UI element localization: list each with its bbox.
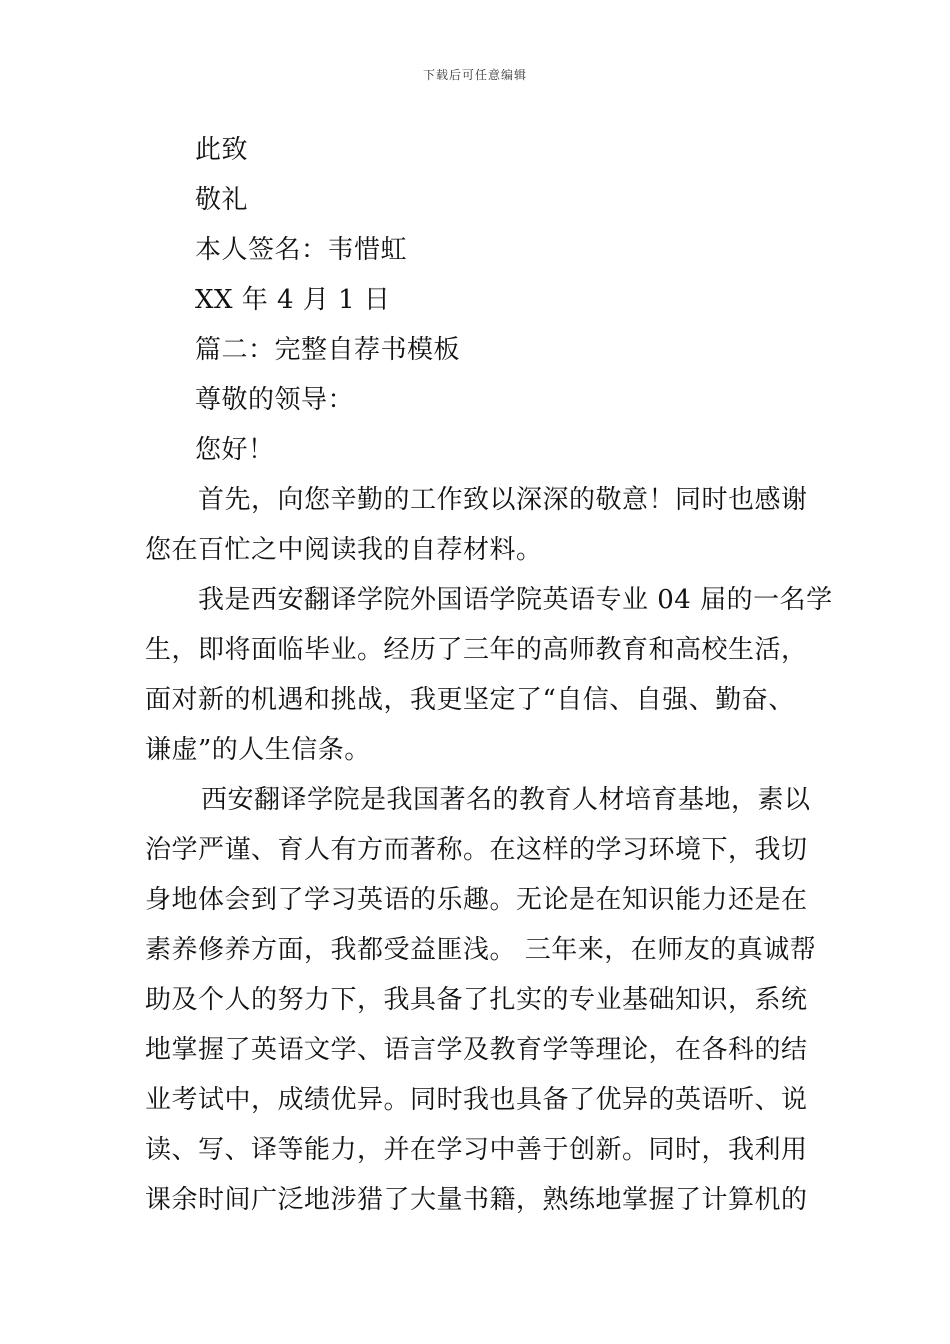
greeting-hello: 您好！ [195,435,275,465]
signature-line: 本人签名：韦惜虹 [195,235,408,265]
greeting-addressee: 尊敬的领导： [195,385,355,415]
date-line: XX 年 4 月 1 日 [195,285,391,315]
paragraph-line: 您在百忙之中阅读我的自荐材料。 [145,535,543,565]
paragraph-line: 地掌握了英语文学、语言学及教育学等理论，在各科的结 [145,1035,808,1065]
paragraph-line: 生，即将面临毕业。经历了三年的高师教育和高校生活， [145,635,808,665]
closing-line: 此致 [195,135,249,165]
paragraph-line: 治学严谨、育人有方而著称。在这样的学习环境下，我切 [145,835,808,865]
paragraph-line: 我是西安翻译学院外国语学院英语专业 04 届的一名学 [198,585,833,615]
paragraph-line: 西安翻译学院是我国著名的教育人材培育基地，素以 [201,785,811,815]
page-header-note: 下载后可任意编辑 [422,68,527,82]
paragraph-line: 课余时间广泛地涉猎了大量书籍，熟练地掌握了计算机的 [145,1185,808,1215]
paragraph-line: 助及个人的努力下，我具备了扎实的专业基础知识，系统 [145,985,808,1015]
paragraph-line: 面对新的机遇和挑战，我更坚定了“自信、自强、勤奋、 [145,685,795,715]
paragraph-line: 业考试中，成绩优异。同时我也具备了优异的英语听、说 [145,1085,808,1115]
paragraph-line: 读、写、译等能力，并在学习中善于创新。同时，我利用 [145,1135,808,1165]
paragraph-line: 身地体会到了学习英语的乐趣。无论是在知识能力还是在 [145,885,808,915]
section-title: 篇二：完整自荐书模板 [195,335,461,365]
paragraph-line: 谦虚”的人生信条。 [145,735,371,765]
salutation-line: 敬礼 [195,185,249,215]
paragraph-line: 首先，向您辛勤的工作致以深深的敬意！同时也感谢 [198,485,808,515]
paragraph-line: 素养修养方面，我都受益匪浅。 三年来，在师友的真诚帮 [145,935,817,965]
